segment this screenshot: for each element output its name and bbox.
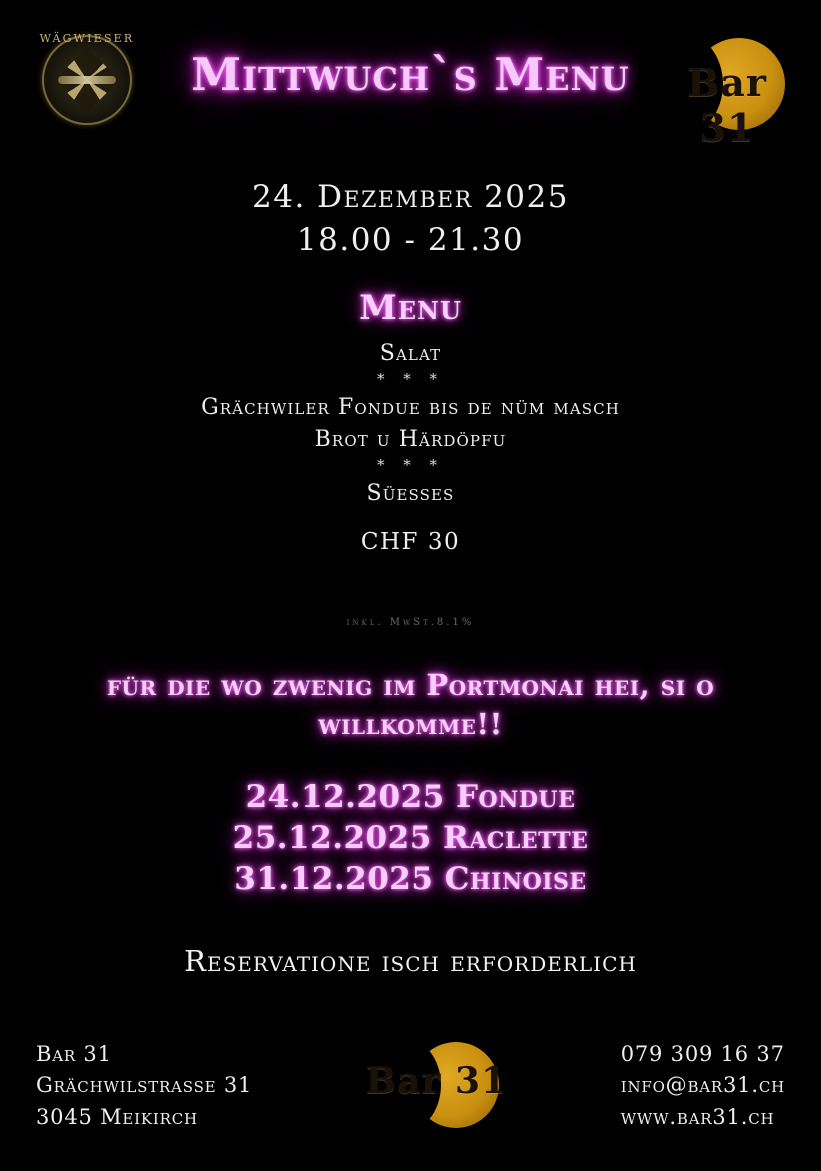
page-title: Mittwuch`s Menu — [191, 48, 630, 101]
welcome-note: für die wo zwenig im Portmonai hei, si o willkomme!! — [106, 668, 715, 741]
menu-course-fondue: Grächwiler Fondue bis de nüm masch — [201, 395, 620, 421]
list-item: 31.12.2025 Chinoise — [234, 860, 587, 897]
event-time: 18.00 - 21.30 — [296, 221, 525, 258]
footer-address-street: Grächwilstrasse 31 — [36, 1073, 253, 1097]
footer-address-name: Bar 31 — [36, 1041, 112, 1066]
menu-price: CHF 30 — [360, 529, 461, 556]
vat-note: inkl. MwSt.8.1% — [346, 617, 475, 629]
footer-address-city: 3045 Meikirch — [36, 1104, 198, 1129]
menu-separator-1: * * * — [376, 369, 445, 388]
footer-bar31-logo — [351, 1040, 521, 1132]
upcoming-dates-list — [0, 777, 821, 900]
menu-course-fondue-sides: Brot u Härdöpfu — [314, 426, 507, 452]
header — [0, 0, 821, 150]
list-item: 24.12.2025 Fondue — [245, 779, 576, 815]
menu-heading: Menu — [359, 287, 462, 328]
footer-contact — [621, 1039, 785, 1134]
bar31-logo-label: Bar 31 — [687, 60, 767, 150]
footer-website[interactable]: www.bar31.ch — [620, 1104, 775, 1129]
footer-bar31-logo-label: Bar 31 — [365, 1059, 508, 1102]
menu-block — [0, 288, 821, 556]
footer-email[interactable]: info@bar31.ch — [620, 1073, 785, 1097]
footer-phone[interactable]: 079 309 16 37 — [620, 1041, 785, 1066]
waegwieser-logo-label: WÄGWIESER — [39, 32, 135, 45]
reservation-note: Reservatione isch erforderlich — [184, 943, 637, 978]
list-item: 25.12.2025 Raclette — [232, 819, 589, 856]
event-date-block — [0, 176, 821, 262]
menu-course-salat: Salat — [379, 340, 442, 366]
event-date: 24. Dezember 2025 — [252, 179, 569, 215]
menu-separator-2: * * * — [376, 455, 445, 474]
bar31-logo — [653, 38, 801, 150]
footer — [0, 1039, 821, 1134]
menu-course-dessert: Süesses — [366, 481, 455, 507]
footer-address — [36, 1039, 252, 1134]
